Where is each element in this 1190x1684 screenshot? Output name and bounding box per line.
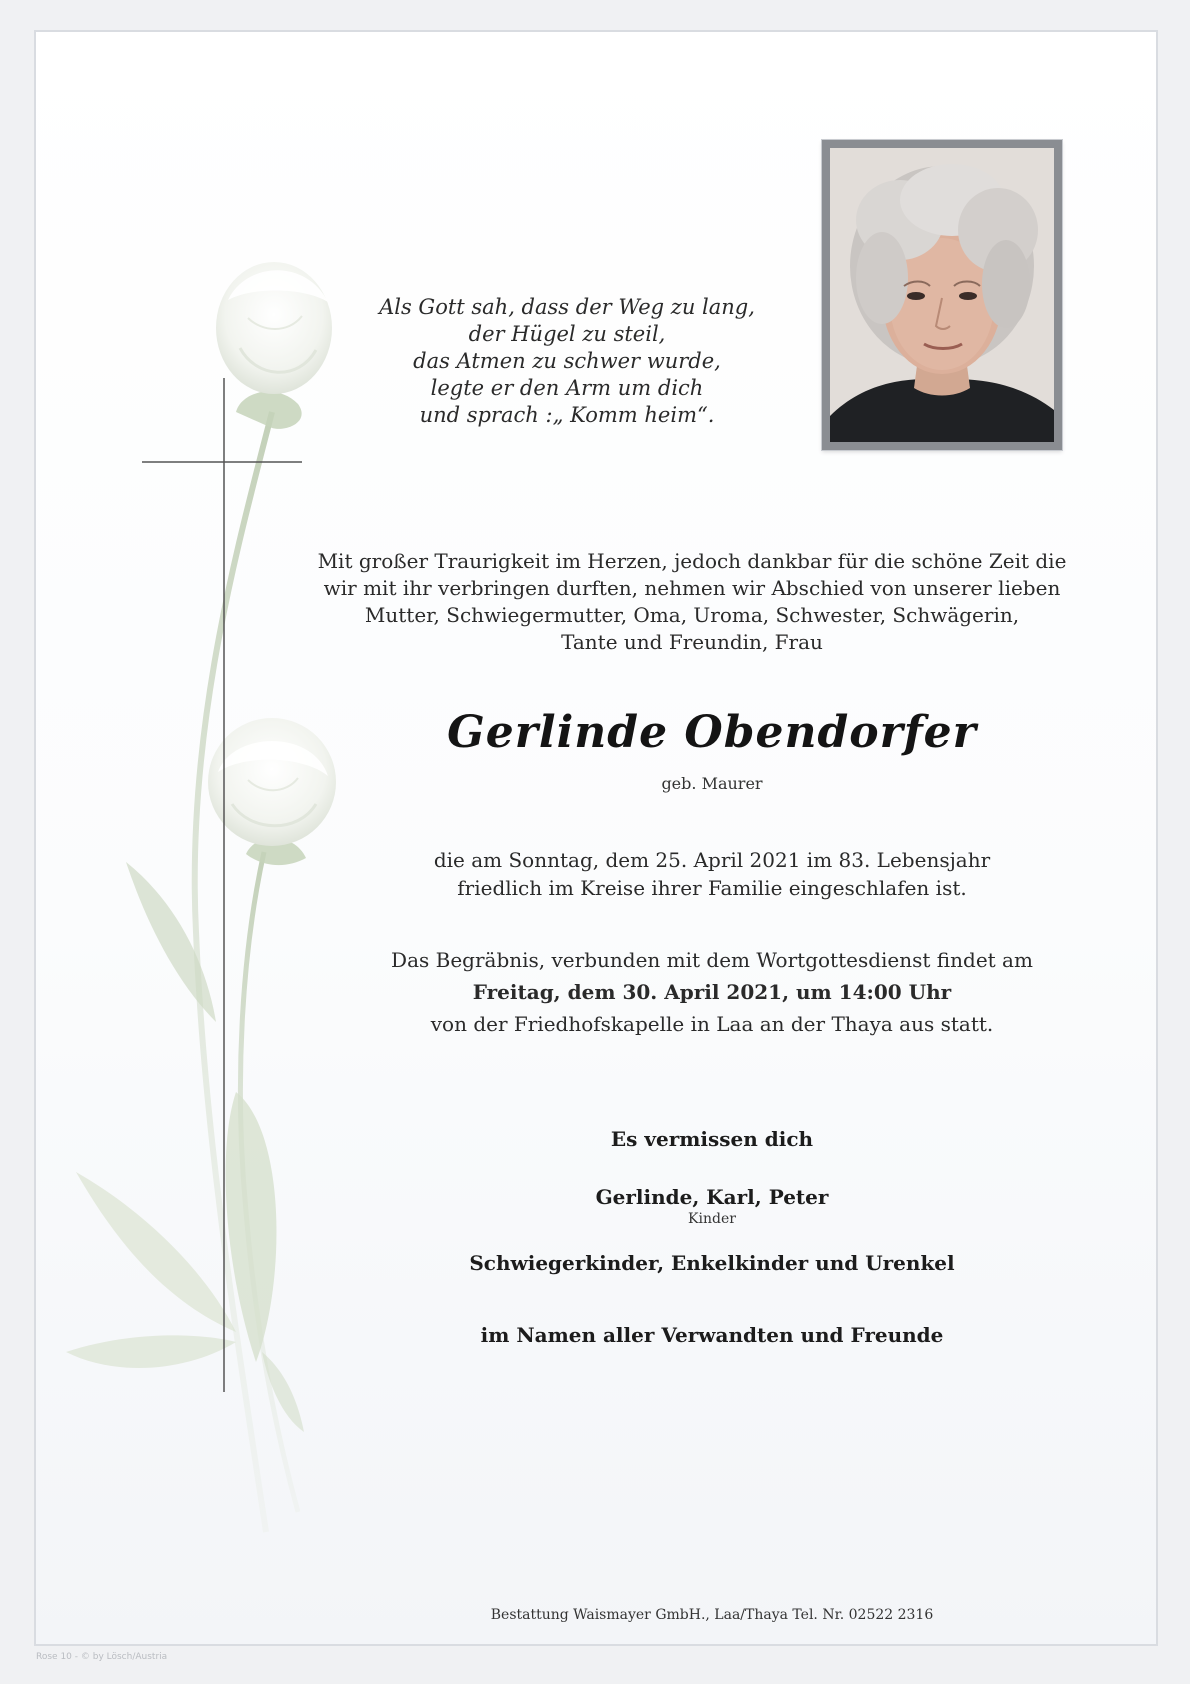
intro-line: wir mit ihr verbringen durften, nehmen wir Abschied von unserer lieben <box>323 576 1061 600</box>
undertaker-footer: Bestattung Waismayer GmbH., Laa/Thaya Tel. Nr. 02522 2316 <box>490 1607 934 1623</box>
poem-line: Als Gott sah, dass der Weg zu lang, <box>379 295 755 319</box>
maiden-name: geb. Maurer <box>661 774 763 793</box>
poem-line: legte er den Arm um dich <box>430 376 704 400</box>
poem-line: der Hügel zu steil, <box>468 322 666 346</box>
intro-line: Tante und Freundin, Frau <box>561 630 823 654</box>
image-credit: Rose 10 - © by Lösch/Austria <box>36 1652 168 1662</box>
poem-line: und sprach :„ Komm heim“. <box>419 403 715 427</box>
poem-line: das Atmen zu schwer wurde, <box>413 349 721 373</box>
obituary-sheet <box>34 30 1158 1646</box>
mourners-heading: Es vermissen dich <box>610 1127 814 1151</box>
death-notice <box>382 846 1042 902</box>
relatives-line: im Namen aller Verwandten und Freunde <box>480 1323 944 1347</box>
poem <box>332 294 802 429</box>
intro-line: Mutter, Schwiegermutter, Oma, Uroma, Schwester, Schwägerin, <box>364 603 1020 627</box>
death-line: friedlich im Kreise ihrer Familie eingeschlafen ist. <box>457 876 967 900</box>
grandchildren-line: Schwiegerkinder, Enkelkinder und Urenkel <box>469 1251 955 1275</box>
rose-decoration <box>36 32 436 1646</box>
funeral-info <box>342 944 1082 1040</box>
portrait-photo <box>830 148 1054 442</box>
portrait-frame <box>822 140 1062 450</box>
intro-text <box>302 548 1082 656</box>
children-label: Kinder <box>688 1211 736 1227</box>
intro-line: Mit großer Traurigkeit im Herzen, jedoch dankbar für die schöne Zeit die <box>317 549 1067 573</box>
death-line: die am Sonntag, dem 25. April 2021 im 83. Lebensjahr <box>433 848 991 872</box>
funeral-location: von der Friedhofskapelle in Laa an der Thaya aus statt. <box>430 1012 994 1036</box>
funeral-line: Das Begräbnis, verbunden mit dem Wortgottesdienst findet am <box>391 948 1033 972</box>
funeral-date-time: Freitag, dem 30. April 2021, um 14:00 Uhr <box>472 980 952 1004</box>
deceased-name: Gerlinde Obendorfer <box>447 707 977 758</box>
children-names: Gerlinde, Karl, Peter <box>595 1185 829 1209</box>
